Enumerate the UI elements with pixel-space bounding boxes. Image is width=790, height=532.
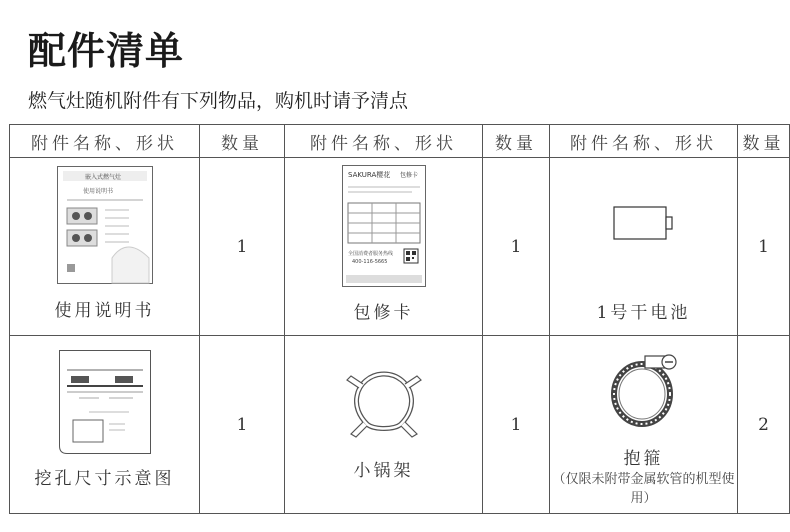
item-qty: 2 — [738, 336, 790, 514]
item-cell-manual — [10, 158, 200, 336]
item-label: 挖孔尺寸示意图 — [34, 469, 175, 489]
table-row — [10, 336, 790, 514]
svg-text:全国消费者服务热线: 全国消费者服务热线 — [347, 251, 393, 257]
item-label: 小锅架 — [353, 461, 414, 481]
item-qty: 1 — [483, 158, 550, 336]
item-qty: 1 — [200, 158, 285, 336]
header-qty-1: 数量 — [200, 125, 285, 158]
header-name-1: 附件名称、形状 — [10, 125, 200, 158]
table-row — [10, 158, 790, 336]
item-cell-hose-clamp — [550, 336, 738, 514]
accessory-table — [9, 124, 790, 514]
cutout-diagram-icon — [59, 350, 151, 454]
svg-text:嵌入式燃气灶: 嵌入式燃气灶 — [84, 174, 121, 181]
item-cell-warranty — [285, 158, 483, 336]
item-label: 使用说明书 — [54, 301, 155, 321]
header-name-3: 附件名称、形状 — [550, 125, 738, 158]
page-subtitle: 燃气灶随机附件有下列物品，购机时请予清点 — [28, 90, 409, 112]
item-label: 抱箍 — [623, 449, 664, 469]
page-title: 配件清单 — [28, 29, 185, 73]
battery-icon — [613, 206, 675, 240]
item-note: （仅限未附带金属软管的机型使用） — [552, 472, 735, 506]
header-qty-2: 数量 — [483, 125, 550, 158]
svg-text:400-116-5665: 400-116-5665 — [351, 259, 387, 265]
item-qty: 1 — [738, 158, 790, 336]
svg-text:包修卡: 包修卡 — [399, 172, 418, 179]
item-label: 包修卡 — [353, 303, 414, 323]
item-label: 1号干电池 — [596, 303, 691, 323]
item-cell-battery — [550, 158, 738, 336]
item-qty: 1 — [200, 336, 285, 514]
header-name-2: 附件名称、形状 — [285, 125, 483, 158]
manual-icon — [57, 166, 153, 284]
item-cell-cutout — [10, 336, 200, 514]
pot-stand-icon — [343, 366, 425, 442]
warranty-card-icon — [342, 165, 426, 287]
svg-text:使用说明书: 使用说明书 — [82, 188, 113, 195]
item-qty: 1 — [483, 336, 550, 514]
item-cell-pot-stand — [285, 336, 483, 514]
hose-clamp-icon — [607, 350, 681, 430]
svg-text:SAKURA樱花: SAKURA樱花 — [347, 171, 390, 179]
table-header-row — [10, 125, 790, 158]
header-qty-3: 数量 — [738, 125, 790, 158]
